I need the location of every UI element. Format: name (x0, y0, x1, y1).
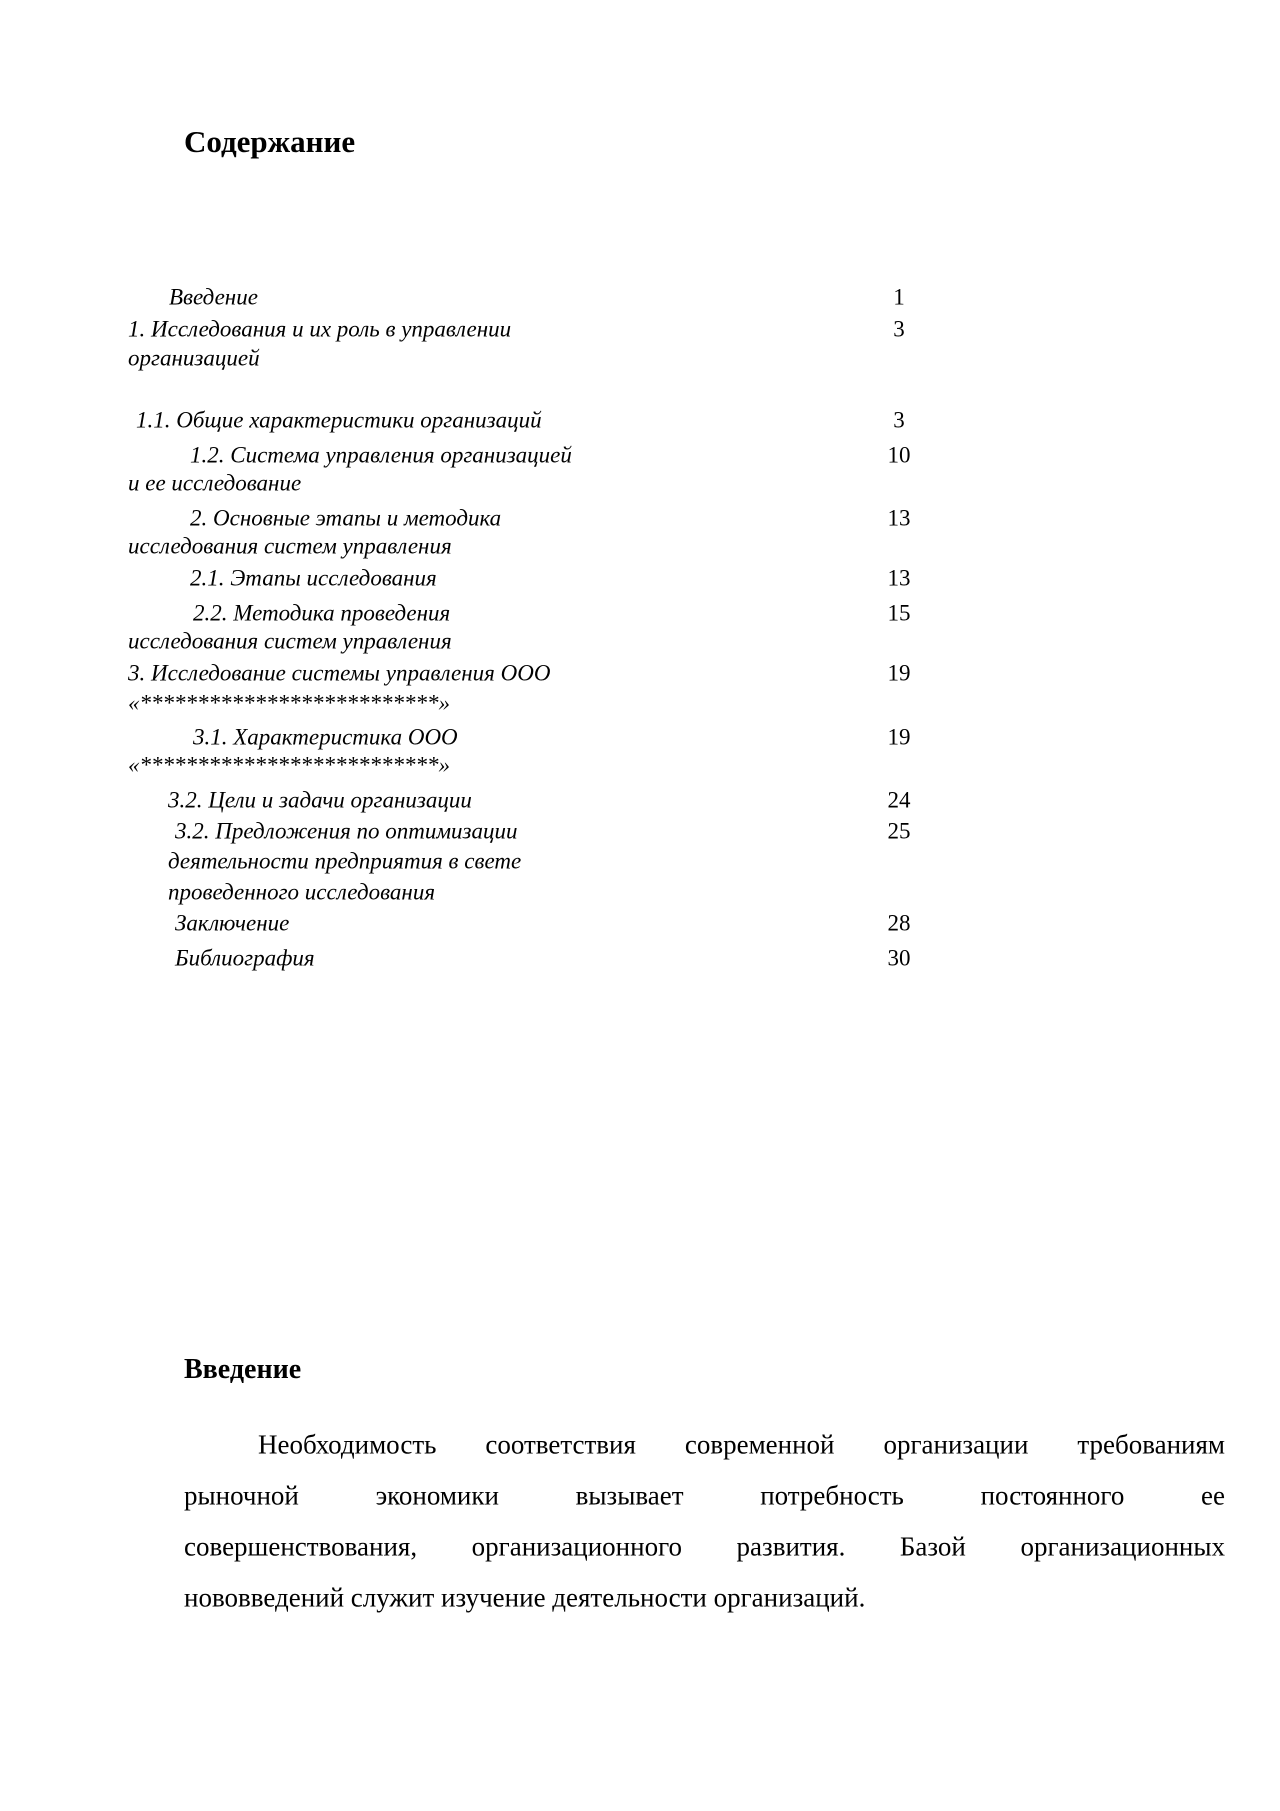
toc-entry-text[interactable]: и ее исследование (128, 470, 302, 496)
toc-entry-text[interactable]: «**************************» (128, 690, 450, 716)
toc-entry-text[interactable]: исследования систем управления (128, 628, 452, 654)
toc-page-number: 10 (887, 442, 911, 468)
toc-page-number: 25 (887, 818, 911, 844)
toc-entry-text[interactable]: 2. Основные этапы и методика (190, 505, 502, 531)
toc-entry-text[interactable]: 2.2. Методика проведения (193, 600, 451, 626)
toc-entry-text[interactable]: исследования систем управления (128, 533, 452, 559)
paragraph-line: совершенствования, организационного развития. Базой организационных (184, 1531, 1225, 1562)
toc-page-number: 13 (887, 505, 911, 531)
paragraph-line: рыночной экономики вызывает потребность постоянного ее (184, 1480, 1225, 1511)
toc-entry-text[interactable]: 1. Исследования и их роль в управлении (128, 316, 512, 342)
toc-entry-text[interactable]: Библиография (175, 945, 315, 971)
toc-entry-text[interactable]: 1.1. Общие характеристики организаций (136, 407, 542, 433)
toc-page-number: 3 (893, 407, 905, 433)
toc-entry-text[interactable]: 1.2. Система управления организацией (190, 442, 572, 468)
paragraph-line: нововведений служит изучение деятельности организаций. (184, 1582, 866, 1613)
toc-entry-text[interactable]: Введение (169, 284, 258, 310)
toc-page-number: 13 (887, 565, 911, 591)
toc-entry-text[interactable]: проведенного исследования (168, 879, 436, 905)
toc-page-number: 1 (893, 284, 905, 310)
toc-page-number: 19 (887, 724, 911, 750)
toc-entry-text[interactable]: 3.2. Цели и задачи организации (168, 787, 472, 813)
toc-page-number: 15 (887, 600, 911, 626)
toc-page-number: 3 (893, 316, 905, 342)
paragraph-line: Необходимость соответствия современной организации требованиям (258, 1429, 1225, 1460)
toc-page-number: 24 (887, 787, 911, 813)
intro-heading: Введение (184, 1354, 302, 1385)
toc-entry-text[interactable]: 3.1. Характеристика ООО (193, 724, 458, 750)
toc-entry-text[interactable]: организацией (128, 345, 260, 371)
toc-entry-text[interactable]: Заключение (175, 910, 290, 936)
toc-entry-text[interactable]: 3. Исследование системы управления ООО (128, 660, 551, 686)
toc-entry-text[interactable]: 3.2. Предложения по оптимизации (175, 818, 518, 844)
toc-title: Содержание (184, 124, 356, 159)
toc-entry-text[interactable]: деятельности предприятия в свете (168, 848, 522, 874)
toc-page-number: 28 (887, 910, 911, 936)
toc-page-number: 19 (887, 660, 911, 686)
toc-entry-text[interactable]: 2.1. Этапы исследования (190, 565, 437, 591)
toc-page-number: 30 (887, 945, 911, 971)
toc-entry-text[interactable]: «**************************» (128, 752, 450, 778)
